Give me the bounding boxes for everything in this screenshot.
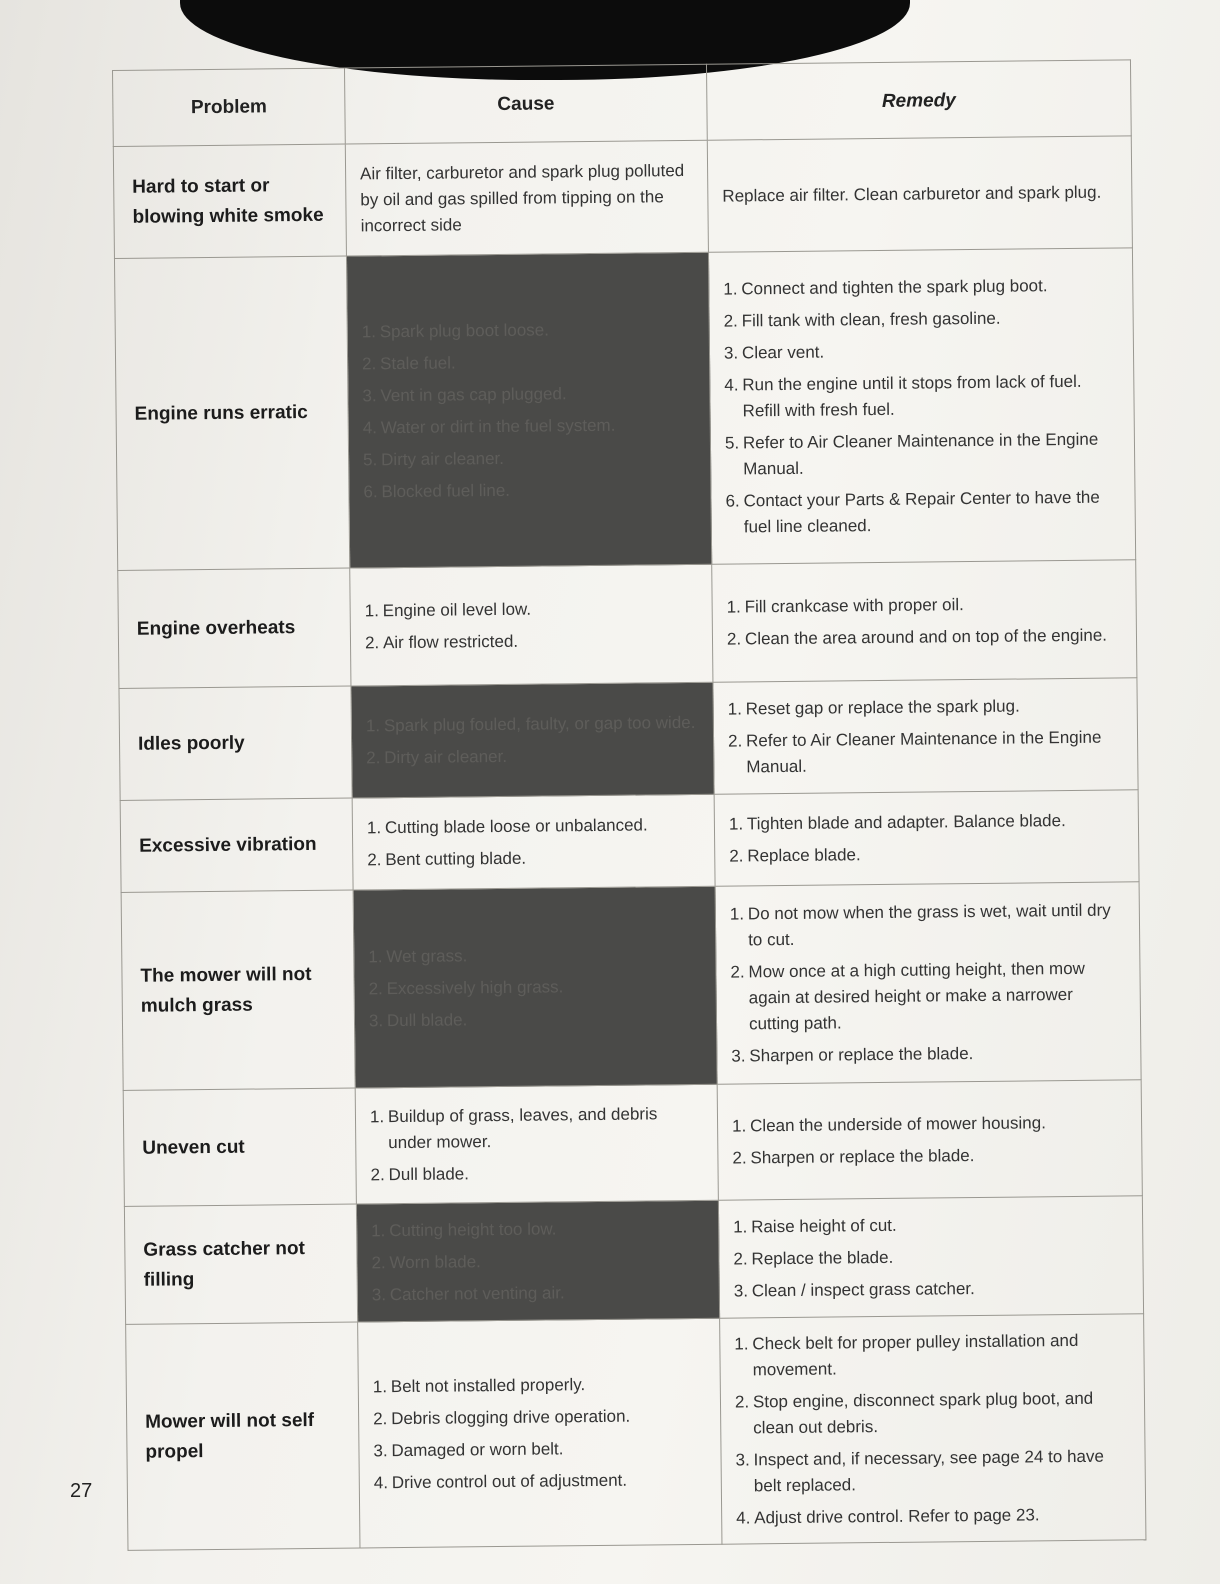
remedy-cell <box>712 560 1137 682</box>
page-number: 27 <box>70 1480 93 1502</box>
list-item: 2. Fill tank with clean, fresh gasoline. <box>723 308 1001 331</box>
table-row <box>119 678 1138 801</box>
cause-cell <box>346 252 711 568</box>
cause-list <box>362 315 697 504</box>
table-header-row <box>113 60 1132 147</box>
header-cause: Cause <box>344 64 707 144</box>
list-item: 2. Excessively high grass. <box>368 976 564 998</box>
troubleshooting-table <box>112 59 1146 1551</box>
remedy-text: Replace air filter. Clean carburetor and spark plug. <box>722 182 1102 206</box>
table-row <box>121 882 1141 1091</box>
remedy-cell <box>718 1196 1143 1318</box>
list-item: 2. Dirty air cleaner. <box>366 746 508 767</box>
cause-cell <box>350 564 713 686</box>
list-item: 1. Clean the underside of mower housing. <box>731 1112 1046 1136</box>
list-item: 2. Debris clogging drive operation. <box>373 1406 631 1428</box>
remedy-cell <box>713 678 1138 794</box>
cause-list <box>365 594 699 655</box>
list-item: 1. Raise height of cut. <box>733 1215 897 1237</box>
list-item: 4. Run the engine until it stops from lack of fuel. Refill with fresh fuel. <box>724 371 1082 420</box>
problem-cell: Engine overheats <box>118 568 351 688</box>
remedy-list <box>728 692 1124 780</box>
list-item: 2. Stop engine, disconnect spark plug boot, and clean out debris. <box>734 1388 1094 1437</box>
problem-cell: Excessive vibration <box>120 798 353 892</box>
list-item: 1. Tighten blade and adapter. Balance blade. <box>728 810 1066 834</box>
troubleshooting-table-wrap <box>112 59 1151 1550</box>
table-row <box>118 560 1137 689</box>
list-item: 2. Clean the area around and on top of the engine. <box>726 625 1108 649</box>
remedy-list <box>729 807 1125 869</box>
remedy-cell <box>708 248 1135 564</box>
remedy-list <box>723 272 1121 540</box>
cause-text: Air filter, carburetor and spark plug polluted by oil and gas spilled from tipping on the incorrect side <box>359 160 685 235</box>
problem-cell: Uneven cut <box>123 1088 356 1206</box>
cause-list <box>371 1214 705 1307</box>
list-item: 3. Vent in gas cap plugged. <box>362 383 567 405</box>
list-item: 2. Mow once at a high cutting height, then mow again at desired height or make a narrower cutting path. <box>730 958 1085 1033</box>
remedy-list <box>730 897 1127 1069</box>
list-item: 1. Buildup of grass, leaves, and debris under mower. <box>369 1103 658 1152</box>
list-item: 2. Replace the blade. <box>733 1247 894 1269</box>
list-item: 5. Refer to Air Cleaner Maintenance in the Engine Manual. <box>724 429 1099 478</box>
remedy-list <box>733 1210 1129 1304</box>
list-item: 3. Dull blade. <box>368 1009 468 1030</box>
list-item: 3. Clean / inspect grass catcher. <box>733 1278 975 1301</box>
cause-list <box>368 940 702 1033</box>
table-row <box>113 136 1132 259</box>
list-item: 1. Check belt for proper pulley installation and movement. <box>734 1330 1079 1379</box>
cause-cell <box>355 1084 718 1204</box>
problem-cell: Idles poorly <box>119 686 352 800</box>
problem-cell: The mower will not mulch grass <box>121 890 355 1090</box>
list-item: 2. Stale fuel. <box>361 352 456 373</box>
list-item: 1. Connect and tighten the spark plug boot. <box>723 275 1048 299</box>
list-item: 2. Replace blade. <box>729 844 861 866</box>
remedy-list <box>732 1109 1128 1171</box>
list-item: 5. Dirty air cleaner. <box>362 448 505 469</box>
list-item: 4. Adjust drive control. Refer to page 23. <box>736 1504 1040 1528</box>
cause-list <box>373 1370 707 1495</box>
list-item: 1. Engine oil level low. <box>364 599 532 620</box>
list-item: 1. Cutting height too low. <box>371 1218 557 1240</box>
cause-list <box>370 1100 704 1187</box>
list-item: 1. Wet grass. <box>368 945 468 966</box>
list-item: 1. Spark plug fouled, faulty, or gap too wide. <box>365 712 696 735</box>
list-item: 1. Cutting blade loose or unbalanced. <box>366 814 648 837</box>
header-remedy: Remedy <box>706 60 1131 140</box>
list-item: 1. Reset gap or replace the spark plug. <box>727 696 1020 719</box>
remedy-cell <box>720 1314 1146 1544</box>
table-row <box>124 1196 1143 1325</box>
list-item: 3. Clear vent. <box>723 342 825 363</box>
list-item: 2. Dull blade. <box>370 1163 470 1184</box>
list-item: 2. Worn blade. <box>371 1251 481 1272</box>
list-item: 2. Sharpen or replace the blade. <box>732 1145 975 1168</box>
list-item: 6. Contact your Parts & Repair Center to have the fuel line cleaned. <box>725 487 1100 536</box>
header-problem: Problem <box>113 68 346 146</box>
table-row <box>126 1314 1146 1551</box>
remedy-cell <box>714 790 1139 886</box>
remedy-cell <box>715 882 1141 1084</box>
cause-cell <box>351 682 714 798</box>
problem-cell: Hard to start or blowing white smoke <box>113 144 346 258</box>
cause-cell <box>353 886 717 1088</box>
cause-cell <box>356 1200 719 1322</box>
table-row <box>123 1080 1142 1207</box>
list-item: 1. Belt not installed properly. <box>372 1374 586 1396</box>
list-item: 2. Refer to Air Cleaner Maintenance in the Engine Manual. <box>727 727 1102 776</box>
table-row <box>114 248 1135 571</box>
cause-cell <box>345 140 708 256</box>
cause-cell <box>352 794 715 890</box>
list-item: 2. Air flow restricted. <box>364 631 519 652</box>
remedy-list <box>727 590 1123 652</box>
problem-cell: Grass catcher not filling <box>124 1204 357 1324</box>
list-item: 2. Bent cutting blade. <box>367 848 527 869</box>
list-item: 6. Blocked fuel line. <box>363 480 511 501</box>
list-item: 3. Catcher not venting air. <box>371 1282 565 1304</box>
table-row <box>120 790 1139 893</box>
cause-list <box>367 811 701 872</box>
remedy-cell <box>707 136 1132 252</box>
cause-list <box>366 709 700 770</box>
remedy-cell <box>717 1080 1142 1200</box>
cause-cell <box>358 1318 722 1548</box>
list-item: 3. Sharpen or replace the blade. <box>731 1043 974 1066</box>
problem-cell: Mower will not self propel <box>126 1322 360 1550</box>
list-item: 3. Damaged or worn belt. <box>373 1438 564 1460</box>
remedy-list <box>734 1327 1131 1531</box>
list-item: 1. Do not mow when the grass is wet, wait until dry to cut. <box>729 900 1111 949</box>
list-item: 3. Inspect and, if necessary, see page 24 to have belt replaced. <box>735 1446 1104 1495</box>
list-item: 1. Spark plug boot loose. <box>361 319 550 341</box>
list-item: 1. Fill crankcase with proper oil. <box>726 594 964 617</box>
problem-cell: Engine runs erratic <box>114 256 349 570</box>
list-item: 4. Water or dirt in the fuel system. <box>362 415 616 437</box>
list-item: 4. Drive control out of adjustment. <box>373 1470 628 1492</box>
